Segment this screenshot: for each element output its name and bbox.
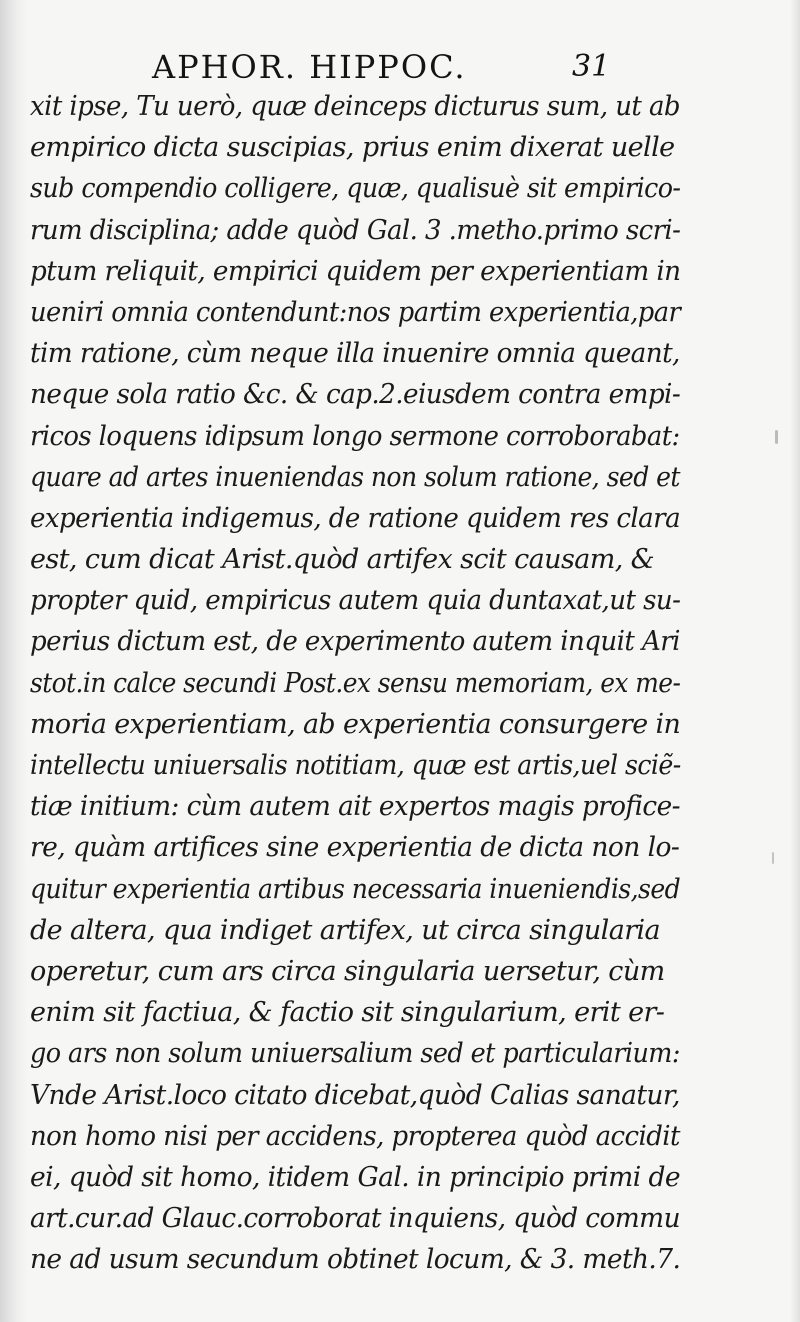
- gutter-shadow: [0, 0, 28, 1322]
- paper-mark: [772, 852, 774, 864]
- text-line: sub compendio colligere, quæ, qualisuè sit empirico-: [30, 173, 681, 205]
- text-line: ricos loquens idipsum longo sermone corroborabat:: [30, 420, 680, 452]
- text-line: ei, quòd sit homo, itidem Gal. in principio primi de: [30, 1161, 681, 1193]
- text-line: quitur experientia artibus necessaria inueniendis,sed: [30, 873, 681, 905]
- text-line: tim ratione, cùm neque illa inuenire omnia queant,: [30, 338, 680, 370]
- text-line: perius dictum est, de experimento autem inquit Ari: [30, 626, 680, 658]
- page-header: [0, 44, 800, 90]
- text-line: enim sit factiua, & factio sit singularium, erit er-: [30, 997, 665, 1029]
- text-line: intellectu uniuersalis notitiam, quæ est artis,uel sciẽ-: [30, 750, 681, 781]
- text-line: ueniri omnia contendunt:nos partim experientia,par: [30, 296, 681, 328]
- text-line: propter quid, empiricus autem quia duntaxat,ut su-: [30, 585, 681, 617]
- text-line: Vnde Arist.loco citato dicebat,quòd Calias sanatur,: [30, 1079, 680, 1111]
- text-line: non homo nisi per accidens, propterea quòd accidit: [30, 1120, 680, 1152]
- page-edge: [790, 0, 800, 1322]
- page-number: 31: [572, 49, 611, 84]
- text-line: go ars non solum uniuersalium sed et particularium:: [30, 1038, 680, 1070]
- text-line: moria experientiam, ab experientia consurgere in: [30, 708, 681, 740]
- text-line: stot.in calce secundi Post.ex sensu memoriam, ex me-: [30, 667, 681, 699]
- text-line: re, quàm artifices sine experientia de dicta non lo-: [30, 832, 680, 864]
- text-line: art.cur.ad Glauc.corroborat inquiens, quòd commu: [30, 1203, 680, 1235]
- text-line: est, cum dicat Arist.quòd artifex scit causam, &: [30, 544, 655, 576]
- text-line: neque sola ratio &c. & cap.2.eiusdem contra empi-: [30, 379, 681, 411]
- text-block: [30, 86, 690, 1280]
- text-line: experientia indigemus, de ratione quidem res clara: [30, 502, 681, 534]
- text-line: empirico dicta suscipias, prius enim dixerat uelle: [30, 132, 675, 164]
- text-line: tiæ initium: cùm autem ait expertos magis profice-: [30, 791, 680, 823]
- paper-mark: [775, 430, 778, 444]
- text-line: xit ipse, Tu uerò, quæ deinceps dicturus sum, ut ab: [30, 91, 680, 122]
- text-line: rum disciplina; adde quòd Gal. 3 .metho.primo scri-: [30, 214, 681, 246]
- text-line: operetur, cum ars circa singularia uersetur, cùm: [30, 955, 665, 987]
- text-line: de altera, qua indiget artifex, ut circa singularia: [30, 914, 661, 946]
- text-line: ne ad usum secundum obtinet locum, & 3. meth.7.: [30, 1244, 681, 1276]
- text-line: ptum reliquit, empirici quidem per experientiam in: [30, 255, 681, 287]
- running-title: APHOR. HIPPOC.: [152, 48, 467, 86]
- text-line: quare ad artes inueniendas non solum ratione, sed et: [30, 461, 680, 493]
